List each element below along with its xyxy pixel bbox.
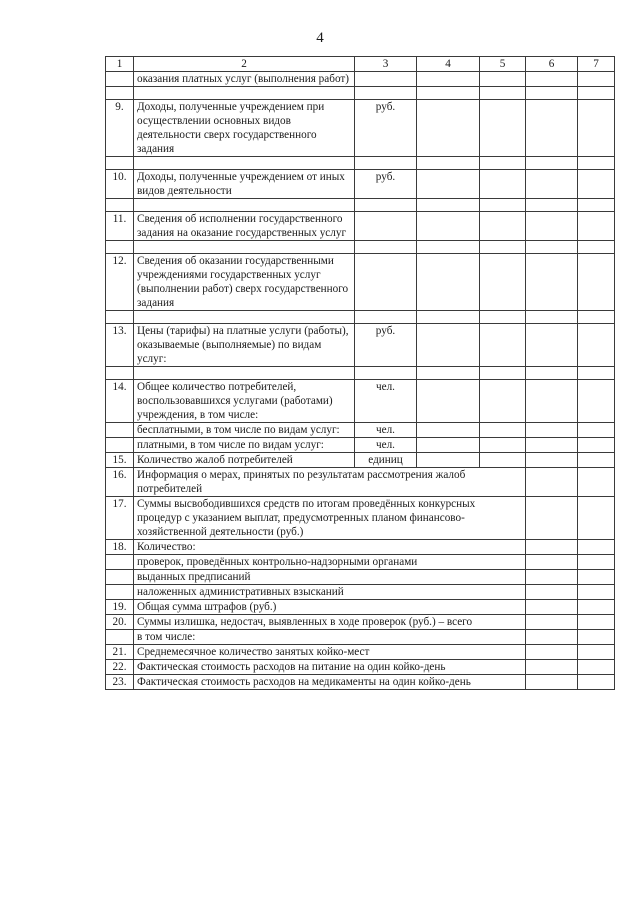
row-label: выданных предписаний [134,570,526,585]
row-number: 23. [106,675,134,690]
table-row [106,645,615,660]
row-label: Доходы, полученные учреждением при осуществлении основных видов деятельности сверх государственного задания [134,100,355,157]
header-cell: 1 [106,57,134,72]
table-row [106,212,615,241]
row-label: Фактическая стоимость расходов на питание на один койко-день [134,660,526,675]
row-label: в том числе: [134,630,526,645]
row-label: Цены (тарифы) на платные услуги (работы), оказываемые (выполняемые) по видам услуг: [134,324,355,367]
header-cell: 2 [134,57,355,72]
table-row [106,170,615,199]
row-number: 19. [106,600,134,615]
report-table [105,56,615,690]
row-label: Фактическая стоимость расходов на медикаменты на один койко-день [134,675,526,690]
row-label: Количество: [134,540,526,555]
row-number: 14. [106,380,134,423]
row-number: 20. [106,615,134,630]
row-number: 12. [106,254,134,311]
row-number: 15. [106,453,134,468]
header-cell: 4 [417,57,480,72]
row-label: Общая сумма штрафов (руб.) [134,600,526,615]
row-label: Сведения об исполнении государственного задания на оказание государственных услуг [134,212,355,241]
header-cell: 5 [480,57,526,72]
row-number: 9. [106,100,134,157]
row-number: 17. [106,497,134,540]
row-number: 21. [106,645,134,660]
table-row [106,497,615,540]
header-row [106,57,615,72]
table-row [106,660,615,675]
header-cell: 7 [578,57,615,72]
table-row [106,254,615,311]
row-number: 10. [106,170,134,199]
row-label: оказания платных услуг (выполнения работ) [134,72,355,87]
row-label: Сведения об оказании государственными учреждениями государственных услуг (выполнении работ) сверх государственного задания [134,254,355,311]
table-row [106,570,615,585]
table-row [106,585,615,600]
table-row [106,453,615,468]
table-row [106,100,615,157]
row-number: 13. [106,324,134,367]
row-label: Общее количество потребителей, воспользовавшихся услугами (работами) учреждения, в том числе: [134,380,355,423]
row-label: Среднемесячное количество занятых койко-мест [134,645,526,660]
row-unit: руб. [355,170,417,199]
row-unit: чел. [355,438,417,453]
row-label: проверок, проведённых контрольно-надзорными органами [134,555,526,570]
row-number: 11. [106,212,134,241]
table-row [106,600,615,615]
row-label: Доходы, полученные учреждением от иных видов деятельности [134,170,355,199]
row-label: Суммы высвободившихся средств по итогам проведённых конкурсных процедур с указанием выплат, предусмотренных планом финансово-хозяйственной деятельности (руб.) [134,497,526,540]
page-number: 4 [316,30,324,46]
row-number: 22. [106,660,134,675]
table-row [106,423,615,438]
table-row [106,675,615,690]
row-number: 16. [106,468,134,497]
row-unit: руб. [355,324,417,367]
row-label: Количество жалоб потребителей [134,453,355,468]
header-cell: 3 [355,57,417,72]
row-label: бесплатными, в том числе по видам услуг: [134,423,355,438]
table-row [106,380,615,423]
table-row [106,540,615,555]
table-row [106,468,615,497]
row-label: наложенных административных взысканий [134,585,526,600]
row-number: 18. [106,540,134,555]
table-row [106,630,615,645]
table-row [106,324,615,367]
table-row [106,72,615,87]
header-cell: 6 [526,57,578,72]
row-unit: руб. [355,100,417,157]
row-label: Информация о мерах, принятых по результатам рассмотрения жалоб потребителей [134,468,526,497]
row-label: Суммы излишка, недостач, выявленных в ходе проверок (руб.) – всего [134,615,526,630]
table-row [106,615,615,630]
table-row [106,438,615,453]
table-row [106,555,615,570]
row-label: платными, в том числе по видам услуг: [134,438,355,453]
row-unit: единиц [355,453,417,468]
row-unit: чел. [355,380,417,423]
row-unit: чел. [355,423,417,438]
